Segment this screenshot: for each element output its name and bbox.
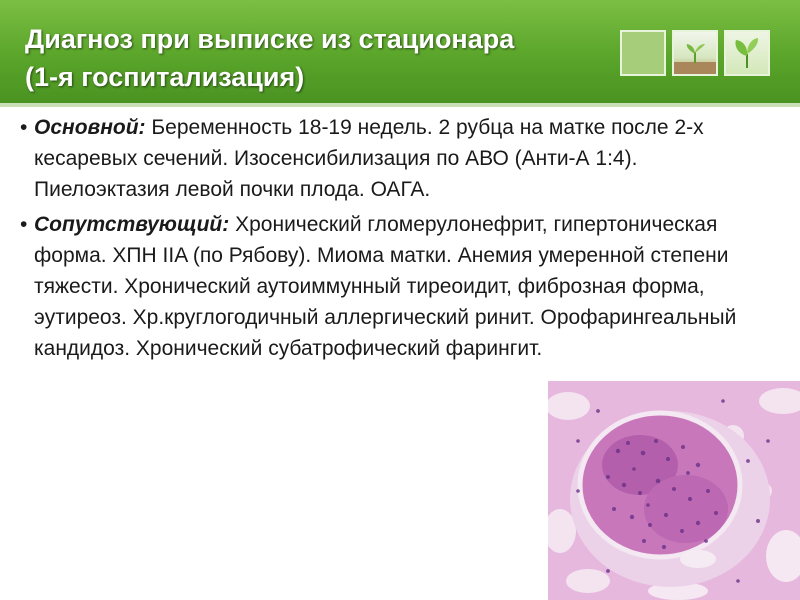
diagnosis-term-concomitant: Сопутствующий: — [34, 213, 230, 236]
list-item — [20, 112, 772, 205]
bullet-marker: • — [20, 213, 28, 236]
bullet-marker: • — [20, 116, 28, 139]
leaf-sprout-icon — [724, 30, 770, 76]
diagnosis-term-primary: Основной: — [34, 116, 146, 139]
slide-body — [20, 112, 772, 368]
diagnosis-text-concomitant: Хронический гломерулонефрит, гипертоническая форма. ХПН IIA (по Рябову). Миома матки. Анемия умеренной степени тяжести. Хронический аутоиммунный тиреоидит, фиброзная форма, эутиреоз. Хр.круглогодичный аллергический ринит. Орофарингеальный кандидоз. Хронический субатрофический фарингит. — [34, 213, 737, 360]
slide-title — [25, 20, 725, 96]
header-divider — [0, 103, 800, 107]
slide-title-line-2: (1-я госпитализация) — [25, 62, 305, 92]
slide-title-line-1: Диагноз при выписке из стационара — [25, 24, 515, 54]
histology-image — [548, 381, 800, 600]
diagnosis-text-primary: Беременность 18-19 недель. 2 рубца на матке после 2-х кесаревых сечений. Изосенсибилизация по АВО (Анти-А 1:4). Пиелоэктазия левой почки плода. ОАГА. — [34, 116, 704, 201]
list-item — [20, 209, 772, 364]
